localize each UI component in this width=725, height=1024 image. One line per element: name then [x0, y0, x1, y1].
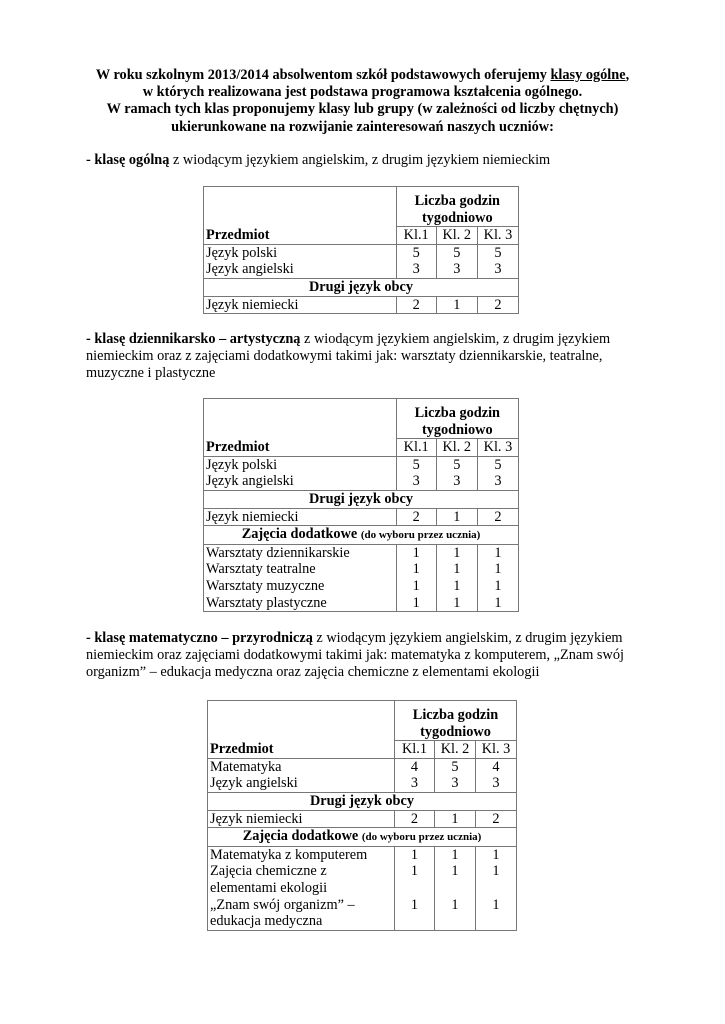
- section-row: [204, 490, 519, 508]
- kl1-header: Kl.1: [395, 741, 435, 759]
- kl1-cell: 5 3: [396, 244, 436, 278]
- kl2-header: Kl. 2: [436, 439, 477, 457]
- table-header-row: [204, 399, 519, 439]
- liczba-godzin-header: Liczba godzin tygodniowo: [396, 399, 518, 439]
- subject-cell: Język polski Język angielski: [204, 244, 397, 278]
- table-row: [208, 758, 517, 792]
- section-1-description: - klasę ogólną z wiodącym językiem angielskim, z drugim językiem niemieckim: [86, 152, 551, 168]
- kl1-header: Kl.1: [396, 439, 436, 457]
- kl3-cell: 5 3: [477, 244, 518, 278]
- przedmiot-header: Przedmiot: [204, 439, 397, 457]
- kl1-cell: 2: [395, 810, 435, 828]
- kl2-header: Kl. 2: [436, 227, 477, 245]
- section-2-title: - klasę dziennikarsko – artystyczną: [86, 331, 301, 347]
- table-row: [208, 846, 517, 930]
- kl2-cell: 5 3: [436, 244, 477, 278]
- section-1-title: - klasę ogólną: [86, 152, 170, 168]
- section-3-description: - klasę matematyczno – przyrodniczą z wiodącym językiem angielskim, z drugim językiem niemieckim oraz zajęciami dodatkowymi takimi jak: matematyka z komputerem, „Znam swój organizm” – edukacja medyczna oraz zajęcia chemiczne z elementami ekologii: [86, 630, 624, 681]
- intro-line-1: W roku szkolnym 2013/2014 absolwentom szkół podstawowych oferujemy klasy ogólne,: [95, 67, 630, 83]
- kl1-cell: 2: [396, 508, 436, 526]
- zajecia-dodatkowe-header: Zajęcia dodatkowe (do wyboru przez ucznia): [204, 526, 519, 545]
- intro-line-4: ukierunkowane na rozwijanie zainteresowań naszych uczniów:: [171, 118, 554, 135]
- kl3-cell: 4 3: [476, 758, 517, 792]
- kl3-header: Kl. 3: [477, 439, 518, 457]
- kl2-cell: 1 1 1 1: [436, 544, 477, 611]
- table-row: [204, 456, 519, 490]
- subject-cell: Matematyka z komputerem Zajęcia chemiczne z elementami ekologii „Znam swój organizm” – edukacja medyczna: [208, 846, 395, 930]
- hours-table-2: [203, 398, 519, 612]
- table-row: [204, 508, 519, 526]
- kl3-header: Kl. 3: [476, 741, 517, 759]
- table-header-row: [208, 741, 517, 759]
- subject-cell: Język polski Język angielski: [204, 456, 397, 490]
- kl3-header: Kl. 3: [477, 227, 518, 245]
- kl3-cell: 2: [477, 508, 518, 526]
- zajecia-dodatkowe-header: Zajęcia dodatkowe (do wyboru przez ucznia): [208, 828, 517, 847]
- kl2-cell: 1: [436, 296, 477, 314]
- kl3-cell: 2: [477, 296, 518, 314]
- drugi-jezyk-header: Drugi język obcy: [208, 792, 517, 810]
- kl3-cell: 1 1 1 1: [477, 544, 518, 611]
- subject-cell: Język niemiecki: [204, 296, 397, 314]
- section-row: [204, 278, 519, 296]
- subject-cell: Język niemiecki: [208, 810, 395, 828]
- kl2-cell: 1: [436, 508, 477, 526]
- intro-heading: [60, 67, 665, 136]
- intro-line-2: w których realizowana jest podstawa programowa kształcenia ogólnego.: [142, 84, 583, 101]
- kl3-cell: 1 1 1: [476, 846, 517, 930]
- przedmiot-header: Przedmiot: [204, 227, 397, 245]
- table-row: [204, 296, 519, 314]
- hours-table-3: [207, 700, 517, 931]
- section-3-title: - klasę matematyczno – przyrodniczą: [86, 630, 313, 646]
- table-header-row: [204, 227, 519, 245]
- kl1-cell: 2: [396, 296, 436, 314]
- kl1-cell: 1 1 1: [395, 846, 435, 930]
- kl2-header: Kl. 2: [435, 741, 476, 759]
- table-row: [208, 810, 517, 828]
- table-row: [204, 544, 519, 611]
- subject-cell: Język niemiecki: [204, 508, 397, 526]
- section-row: [204, 526, 519, 545]
- kl3-cell: 5 3: [477, 456, 518, 490]
- hours-table-1: [203, 186, 519, 314]
- table-header-row: [204, 439, 519, 457]
- table-row: [204, 244, 519, 278]
- section-2-description: - klasę dziennikarsko – artystyczną z wiodącym językiem angielskim, z drugim językiem niemieckim oraz z zajęciami dodatkowymi takimi jak: warsztaty dziennikarskie, teatralne, muzyczne i plastyczne: [86, 331, 611, 382]
- subject-cell: Warsztaty dziennikarskie Warsztaty teatralne Warsztaty muzyczne Warsztaty plastyczne: [204, 544, 397, 611]
- subject-cell: Matematyka Język angielski: [208, 758, 395, 792]
- kl2-cell: 1 1 1: [435, 846, 476, 930]
- klasy-ogolne-underlined: klasy ogólne: [550, 67, 626, 83]
- kl1-cell: 4 3: [395, 758, 435, 792]
- kl1-cell: 1 1 1 1: [396, 544, 436, 611]
- drugi-jezyk-header: Drugi język obcy: [204, 278, 519, 296]
- kl1-header: Kl.1: [396, 227, 436, 245]
- section-row: [208, 828, 517, 847]
- liczba-godzin-header: Liczba godzin tygodniowo: [396, 187, 518, 227]
- przedmiot-header: Przedmiot: [208, 741, 395, 759]
- kl3-cell: 2: [476, 810, 517, 828]
- table-header-row: [208, 701, 517, 741]
- kl2-cell: 5 3: [435, 758, 476, 792]
- intro-line-3: W ramach tych klas proponujemy klasy lub grupy (w zależności od liczby chętnych): [106, 101, 619, 118]
- liczba-godzin-header: Liczba godzin tygodniowo: [395, 701, 517, 741]
- kl2-cell: 5 3: [436, 456, 477, 490]
- table-header-row: [204, 187, 519, 227]
- drugi-jezyk-header: Drugi język obcy: [204, 490, 519, 508]
- kl1-cell: 5 3: [396, 456, 436, 490]
- kl2-cell: 1: [435, 810, 476, 828]
- section-row: [208, 792, 517, 810]
